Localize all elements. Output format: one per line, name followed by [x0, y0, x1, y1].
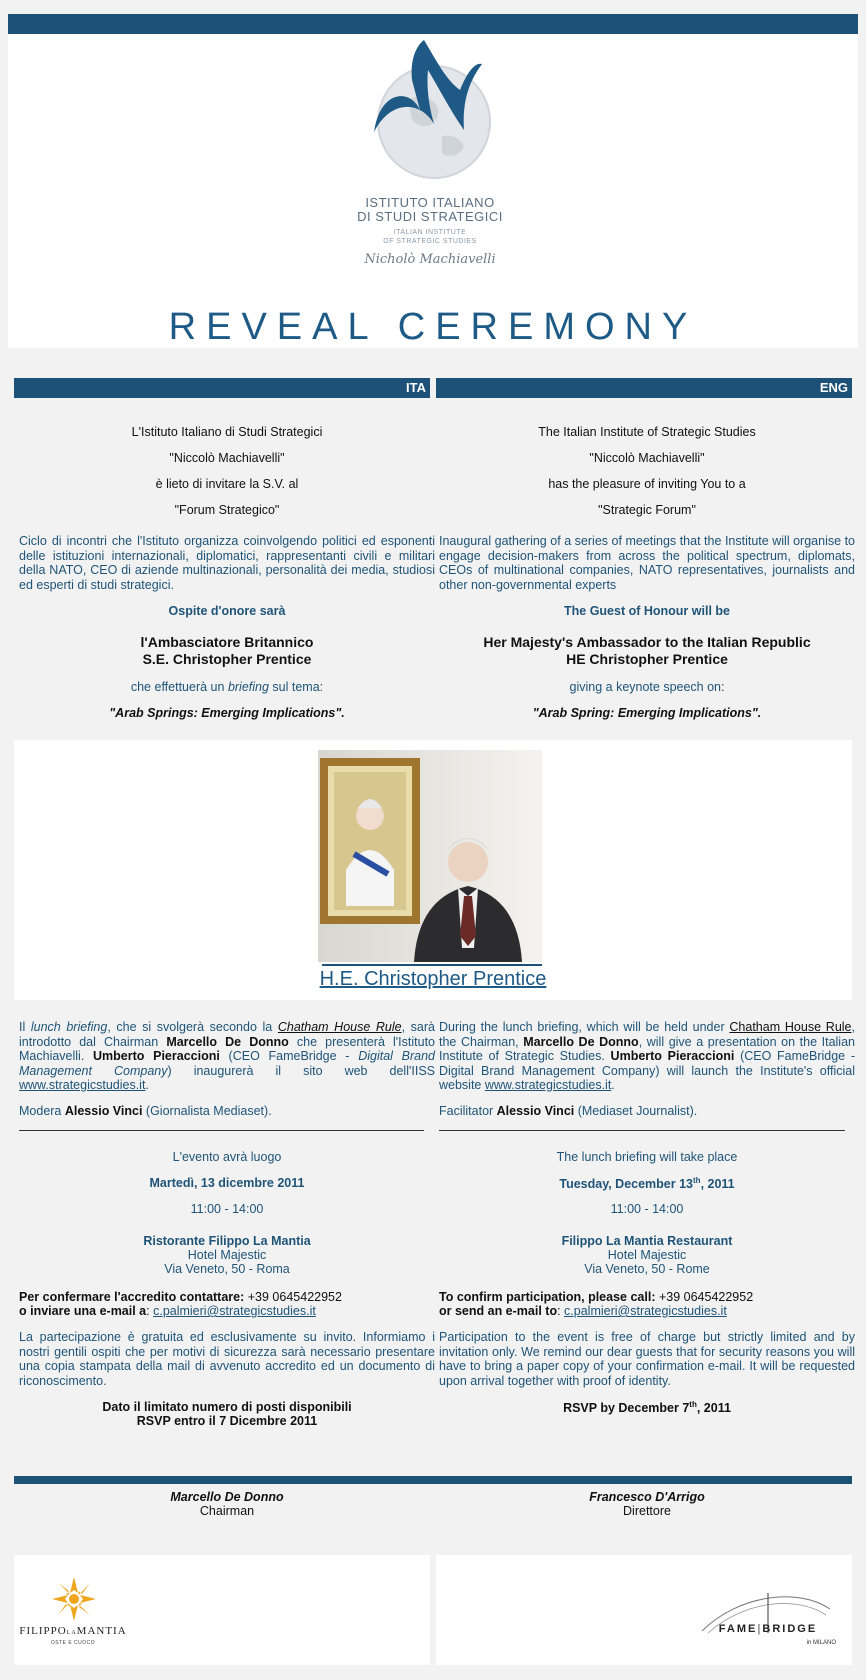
keynote-topic: "Arab Spring: Emerging Implications". [532, 706, 762, 720]
guest-name-line1: Her Majesty's Ambassador to the Italian Republic [483, 634, 811, 650]
rsvp-eng: RSVP by December 7th, 2011 [563, 1400, 731, 1416]
rsvp-ita [19, 1400, 435, 1428]
intro-line: has the pleasure of inviting You to a [548, 477, 746, 491]
signature-right [439, 1490, 855, 1518]
intro-ita [19, 424, 435, 528]
famebridge-logo: FAME|BRIDGE [718, 1623, 818, 1635]
participation-ita: La partecipazione è gratuita ed esclusivamente su invito. Informiamo i nostri gentili ospiti che per motivi di sicurezza sarà necessario presentare una copia stampata della mail di avvenuto accredito ed un documento di riconoscimento. [19, 1330, 435, 1388]
lang-bar-ita: ITA [14, 378, 430, 398]
rsvp-line1: Dato il limitato numero di posti disponibili [102, 1400, 352, 1414]
rsvp-line2: RSVP entro il 7 Dicembre 2011 [136, 1414, 318, 1428]
guest-section-ita [19, 604, 435, 720]
signatory-name: Francesco D'Arrigo [589, 1490, 705, 1504]
intro-line: "Forum Strategico" [174, 503, 280, 517]
top-banner-bar [8, 14, 858, 34]
event-time: 11:00 - 14:00 [610, 1202, 684, 1216]
confirm-label: To confirm participation, please call: [439, 1290, 656, 1304]
event-details-eng [439, 1150, 855, 1276]
email-link[interactable]: c.palmieri@strategicstudies.it [564, 1304, 727, 1318]
sponsor-panel-left [14, 1555, 430, 1665]
divider-eng [439, 1130, 845, 1131]
filippo-tagline: OSTE E CUOCO [50, 1640, 96, 1646]
signature-bar [14, 1476, 852, 1484]
confirm-phone: +39 0645422952 [244, 1290, 342, 1304]
event-date: Tuesday, December 13th, 2011 [559, 1176, 735, 1192]
signatory-role: Direttore [623, 1504, 671, 1518]
event-date: Martedì, 13 dicembre 2011 [149, 1176, 305, 1190]
event-time: 11:00 - 14:00 [190, 1202, 264, 1216]
guest-name-line2: S.E. Christopher Prentice [142, 651, 312, 667]
famebridge-tagline: in MILANO [806, 1640, 836, 1646]
guest-label: Ospite d'onore sarà [168, 604, 286, 618]
institute-sub-line2: OF STRATEGIC STUDIES [383, 238, 477, 245]
intro-line: è lieto di invitare la S.V. al [155, 477, 299, 491]
chatham-house-rule-link[interactable]: Chatham House Rule [277, 1020, 402, 1034]
briefing-pre: che effettuerà un [130, 680, 228, 694]
venue-name: Filippo La Mantia Restaurant [561, 1234, 733, 1248]
facilitator-eng: Facilitator Alessio Vinci (Mediaset Journalist). [439, 1104, 698, 1118]
confirm-phone: +39 0645422952 [655, 1290, 754, 1304]
event-intro: The lunch briefing will take place [556, 1150, 738, 1164]
description-ita: Ciclo di incontri che l'Istituto organizza coinvolgendo politici ed esponenti delle istituzioni internazionali, diplomatici, rappresentanti civili e militari della NATO, CEO di aziende multinazionali, personalità dei media, studiosi ed esperti di studi strategici. [19, 534, 435, 592]
guest-label: The Guest of Honour will be [564, 604, 730, 618]
venue-address: Via Veneto, 50 - Roma [164, 1262, 290, 1276]
signatory-role: Chairman [199, 1504, 255, 1518]
globe-emblem-icon [350, 40, 510, 190]
confirm-eng: To confirm participation, please call: +39 0645422952 or send an e-mail to: c.palmieri@strategicstudies.it [439, 1290, 754, 1318]
confirm-label: Per confermare l'accredito contattare: [19, 1290, 245, 1304]
signatory-name: Marcello De Donno [170, 1490, 284, 1504]
venue-name: Ristorante Filippo La Mantia [143, 1234, 311, 1248]
email-label: or send an e-mail to [439, 1304, 558, 1318]
sponsor-panel-right [436, 1555, 852, 1665]
venue-hotel: Hotel Majestic [607, 1248, 687, 1262]
institute-sub-line1: ITALIAN INSTITUTE [393, 229, 467, 236]
keynote-intro: giving a keynote speech on: [569, 680, 725, 694]
briefing-post: sul tema: [268, 680, 324, 694]
guest-name-line2: HE Christopher Prentice [566, 651, 728, 667]
briefing-word: briefing [227, 680, 269, 694]
intro-line: The Italian Institute of Strategic Studies [538, 425, 756, 439]
institute-subtitle [350, 228, 510, 246]
institute-name-line1: ISTITUTO ITALIANO [365, 195, 495, 210]
photo-underline [322, 964, 542, 966]
institute-logo [350, 40, 510, 290]
website-link[interactable]: www.strategicstudies.it [484, 1078, 612, 1092]
institute-name-line2: DI STUDI STRATEGICI [357, 209, 503, 224]
chatham-house-rule-link[interactable]: Chatham House Rule [729, 1020, 852, 1034]
participation-eng: Participation to the event is free of charge but strictly limited and by invitation only. We remind our dear guests that for security reasons you will have to bring a paper copy of your confirmation e-mail. It will be requested upon arrival together with proof of identity. [439, 1330, 855, 1388]
institute-name [350, 196, 510, 224]
sun-star-icon [52, 1577, 96, 1621]
guest-section-eng [439, 604, 855, 720]
lang-bar-eng: ENG [436, 378, 852, 398]
ambassador-photo [318, 750, 542, 962]
email-label: o inviare una e-mail a [19, 1304, 147, 1318]
event-intro: L'evento avrà luogo [172, 1150, 282, 1164]
intro-line: "Strategic Forum" [598, 503, 696, 517]
briefing-intro [19, 680, 435, 694]
page-title: REVEAL CEREMONY [168, 306, 698, 348]
briefing-topic: "Arab Springs: Emerging Implications". [109, 706, 345, 720]
signature-left [19, 1490, 435, 1518]
description-eng: Inaugural gathering of a series of meetings that the Institute will organise to engage decision-makers from across the political spectrum, diplomats, CEOs of multinational companies, NATO representatives, journalists and other non-governmental experts [439, 534, 855, 592]
email-link[interactable]: c.palmieri@strategicstudies.it [153, 1304, 316, 1318]
confirm-ita: Per confermare l'accredito contattare: +39 0645422952 o inviare una e-mail a: c.palmieri@strategicstudies.it [19, 1290, 342, 1318]
venue-hotel: Hotel Majestic [187, 1248, 267, 1262]
intro-line: "Niccolò Machiavelli" [169, 451, 285, 465]
filippo-la-mantia-logo: FILIPPOLAMANTIA [19, 1625, 127, 1637]
moderator-ita: Modera Alessio Vinci (Giornalista Mediaset). [19, 1104, 272, 1118]
machiavelli-signature: Nicholò Machiavelli [364, 252, 496, 267]
guest-name-line1: l'Ambasciatore Britannico [140, 634, 314, 650]
lunch-briefing-eng: During the lunch briefing, which will be held under Chatham House Rule, the Chairman, Marcello De Donno, will give a presentation on the Italian Institute of Strategic Studies. Umberto Pieraccioni (CEO FameBridge - Digital Brand Management Company) will launch the Institute's official website www.strategicstudies.it. [439, 1020, 855, 1092]
website-link[interactable]: www.strategicstudies.it [19, 1078, 146, 1092]
event-details-ita [19, 1150, 435, 1276]
divider-ita [19, 1130, 424, 1131]
lunch-briefing-ita: Il lunch briefing, che si svolgerà secondo la Chatham House Rule, sarà introdotto dal Chairman Marcello De Donno che presenterà l'Istituto Machiavelli. Umberto Pieraccioni (CEO FameBridge - Digital Brand Management Company) inaugurerà il sito web dell'IISS www.strategicstudies.it. [19, 1020, 436, 1092]
intro-line: L'Istituto Italiano di Studi Strategici [131, 425, 323, 439]
photo-caption-link[interactable]: H.E. Christopher Prentice [319, 968, 547, 990]
intro-eng [439, 424, 855, 528]
venue-address: Via Veneto, 50 - Rome [584, 1262, 710, 1276]
intro-line: "Niccolò Machiavelli" [589, 451, 705, 465]
